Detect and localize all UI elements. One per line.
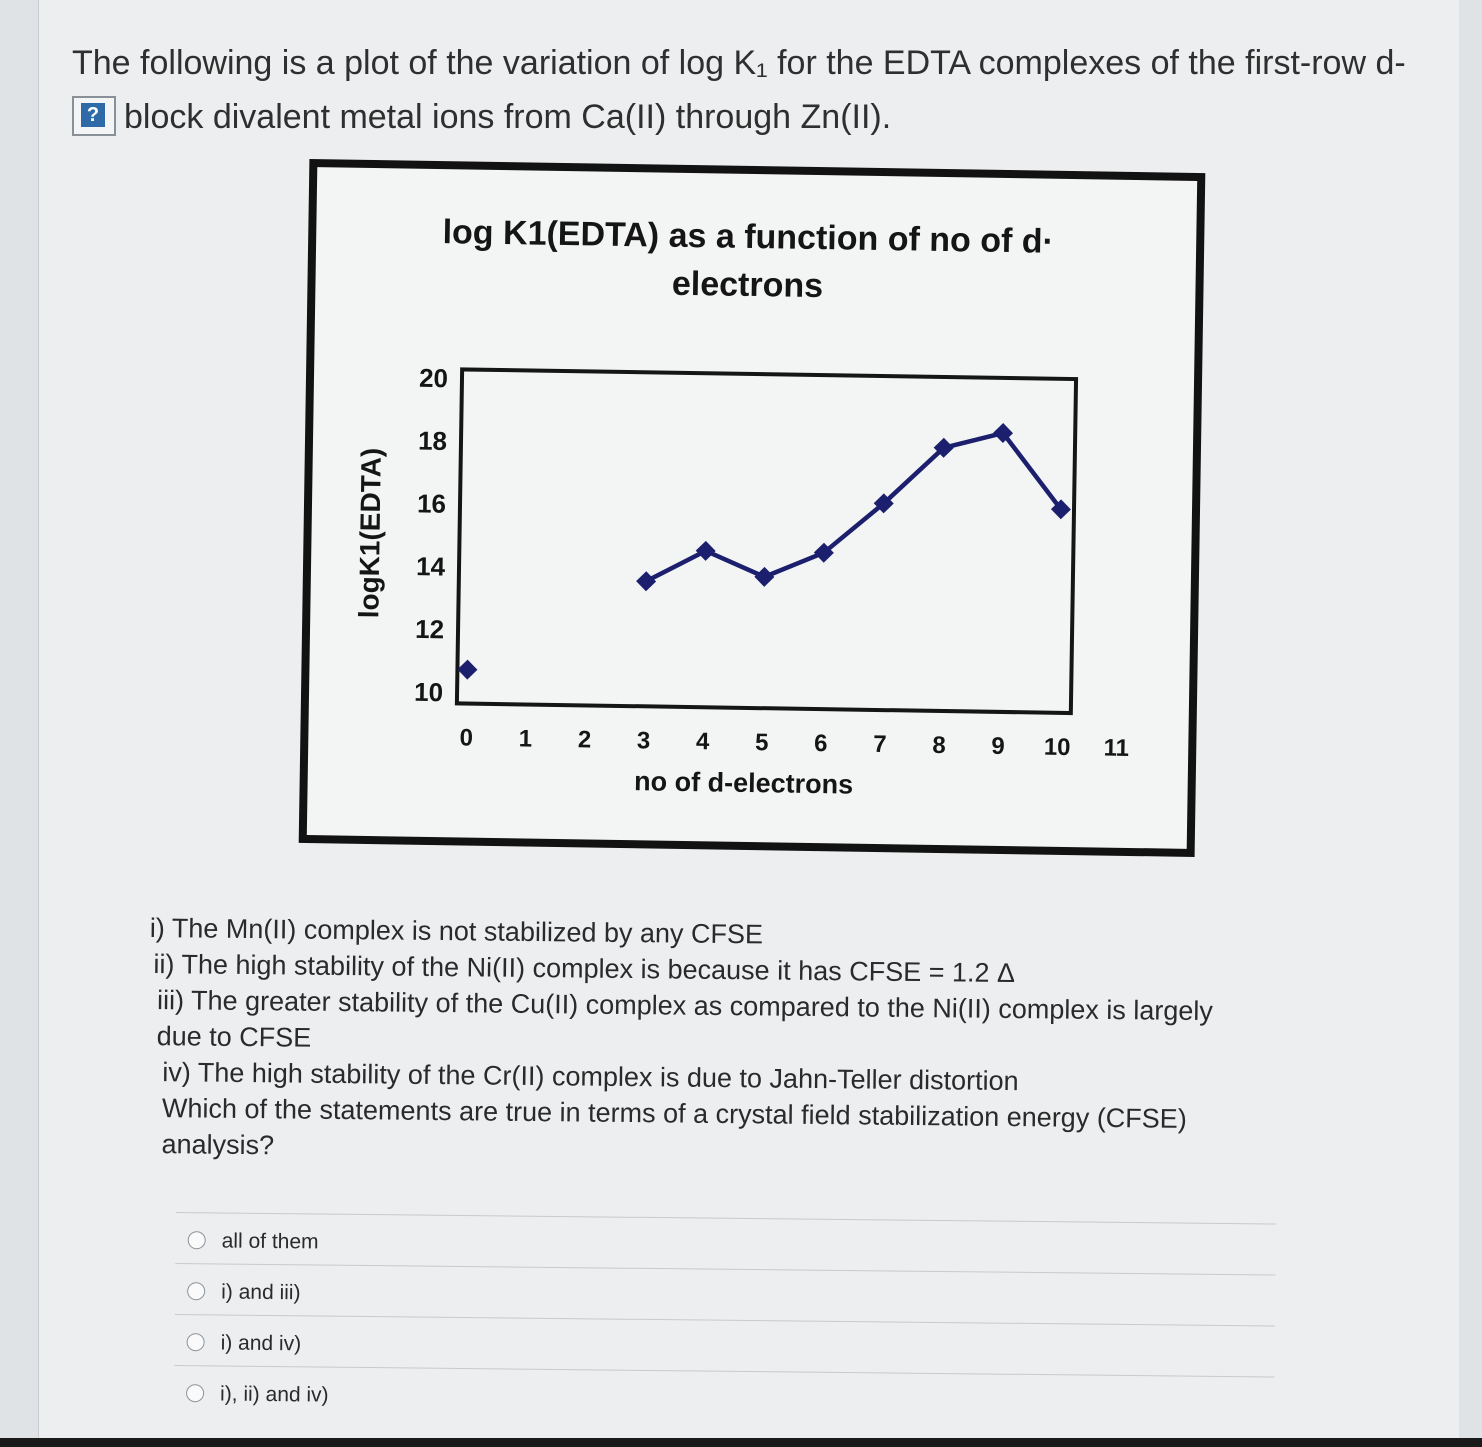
x-tick-label: 6 (813, 730, 828, 758)
intro-line-2: block divalent metal ions from Ca(II) through Zn(II). (124, 98, 892, 136)
x-tick-label: 9 (991, 732, 1005, 760)
data-point-marker (457, 659, 477, 679)
x-tick-label: 2 (577, 726, 592, 754)
plot-area (457, 369, 1076, 713)
statement-ii: ii) The high stability of the Ni(II) complex is because it has CFSE = 1.2 Δ (153, 949, 1016, 989)
y-tick-label: 20 (418, 362, 449, 394)
y-tick-label: 18 (417, 425, 448, 456)
option-label: i) and iv) (220, 1331, 302, 1356)
screen-bottom-edge (0, 1438, 1482, 1447)
x-tick-labels (459, 724, 1129, 762)
statement-i: i) The Mn(II) complex is not stabilized by any CFSE (149, 912, 764, 950)
data-markers (457, 415, 1072, 689)
x-tick-label: 8 (932, 731, 946, 760)
chart-title-line-2: electrons (671, 264, 824, 306)
intro-line-1: The following is a plot of the variation of log K₁ for the EDTA complexes of the first-row d- (72, 44, 1406, 82)
statement-iii: iii) The greater stability of the Cu(II) complex as compared to the Ni(II) complex is largely (156, 985, 1214, 1027)
data-point-marker (636, 571, 656, 591)
statement-iv: iv) The high stability of the Cr(II) complex is due to Jahn-Teller distortion (162, 1057, 1019, 1097)
x-tick-label: 5 (754, 729, 769, 757)
question-prompt-cont: analysis? (161, 1129, 275, 1161)
x-axis-label: no of d-electrons (633, 766, 854, 800)
y-tick-label: 12 (414, 613, 445, 645)
y-tick-labels (414, 363, 449, 707)
x-tick-label: 11 (1103, 734, 1130, 762)
data-point-marker (696, 541, 716, 561)
x-tick-label: 1 (518, 725, 533, 753)
radio-button[interactable] (187, 1282, 205, 1300)
y-axis-label: logK1(EDTA) (353, 447, 387, 619)
question-mark-icon[interactable]: ? (72, 96, 116, 136)
x-tick-label: 4 (695, 728, 710, 756)
answer-options (174, 1212, 1276, 1428)
option-label: i) and iii) (221, 1280, 301, 1305)
radio-button[interactable] (186, 1384, 204, 1402)
question-prompt: Which of the statements are true in terms of a crystal field stabilization energy (CFSE) (161, 1093, 1187, 1134)
x-tick-label: 7 (873, 730, 887, 759)
statements-block (147, 910, 1290, 1174)
y-tick-label: 16 (416, 488, 447, 519)
intro-line-2-wrap (72, 90, 1432, 144)
statement-iii-cont: due to CFSE (156, 1021, 312, 1053)
option-label: i), ii) and iv) (219, 1382, 329, 1407)
chart-title-line-1: log K1(EDTA) as a function of no of d· (442, 213, 1055, 261)
x-tick-label: 3 (636, 727, 651, 755)
radio-button[interactable] (187, 1333, 205, 1351)
chart-frame (299, 159, 1206, 857)
y-tick-label: 10 (413, 676, 444, 708)
option-label: all of them (221, 1229, 319, 1254)
y-tick-label: 14 (415, 551, 446, 582)
x-tick-label: 10 (1043, 733, 1071, 762)
data-point-marker (754, 567, 774, 587)
logk-line-chart (307, 167, 1181, 832)
question-intro (72, 36, 1432, 144)
radio-button[interactable] (188, 1231, 206, 1249)
x-tick-label: 0 (459, 724, 474, 752)
series-line (646, 427, 1062, 587)
